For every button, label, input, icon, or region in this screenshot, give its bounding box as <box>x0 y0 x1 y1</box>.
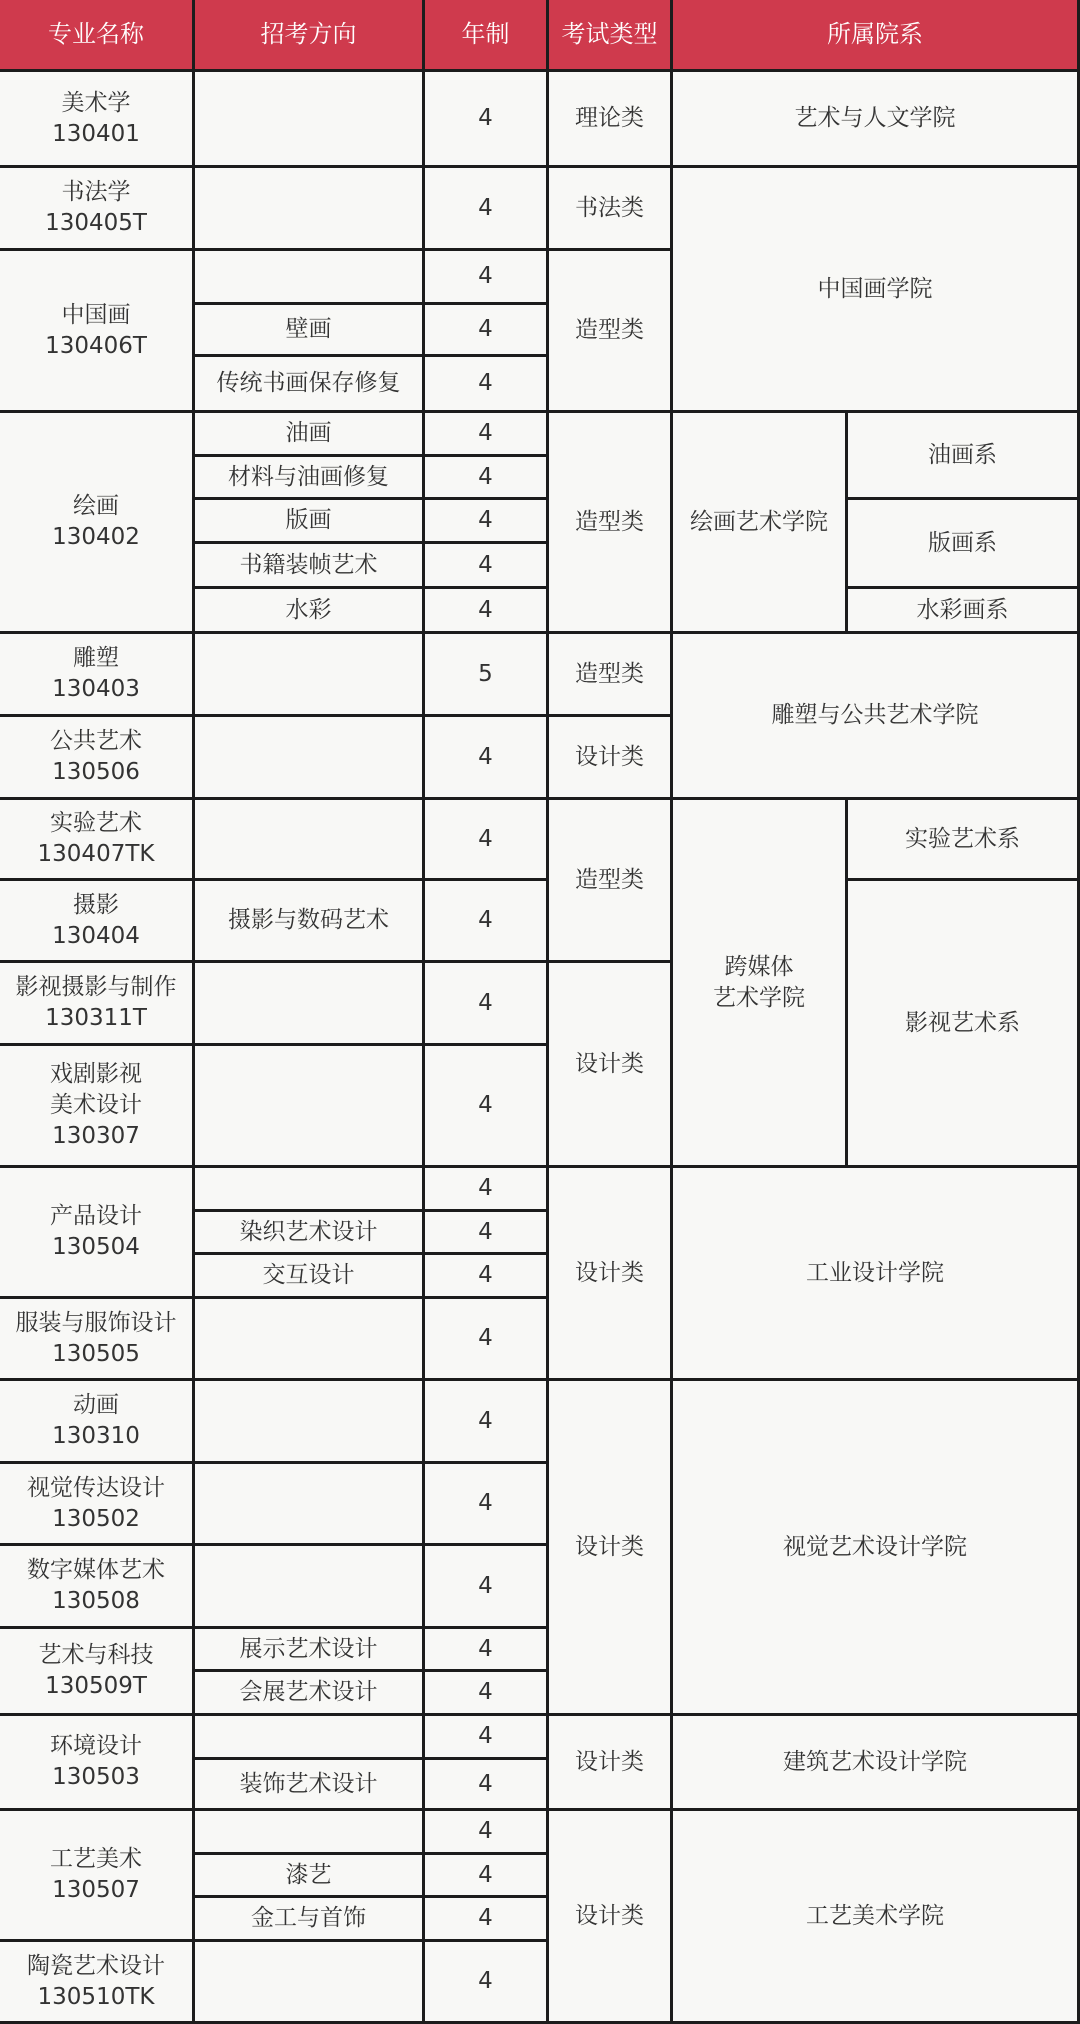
direction-cell <box>195 1811 425 1855</box>
years-cell: 4 <box>425 717 549 800</box>
college-cell: 绘画艺术学院 <box>673 413 848 634</box>
direction-cell: 传统书画保存修复 <box>195 357 425 413</box>
direction-cell: 油画 <box>195 413 425 457</box>
direction-cell: 会展艺术设计 <box>195 1672 425 1716</box>
years-cell: 4 <box>425 1046 549 1168</box>
exam-type-cell: 设计类 <box>549 1168 673 1381</box>
major-cell: 视觉传达设计 130502 <box>0 1464 195 1546</box>
direction-cell <box>195 1299 425 1381</box>
major-cell: 环境设计 130503 <box>0 1716 195 1811</box>
major-cell: 公共艺术 130506 <box>0 717 195 800</box>
direction-cell <box>195 1168 425 1212</box>
years-cell: 4 <box>425 1716 549 1760</box>
years-cell: 4 <box>425 1464 549 1546</box>
header-years: 年制 <box>425 0 549 72</box>
years-cell: 4 <box>425 1299 549 1381</box>
years-cell: 4 <box>425 357 549 413</box>
direction-cell: 材料与油画修复 <box>195 457 425 500</box>
direction-cell: 展示艺术设计 <box>195 1629 425 1672</box>
direction-cell <box>195 1046 425 1168</box>
exam-type-cell: 设计类 <box>549 1381 673 1716</box>
college-cell: 艺术与人文学院 <box>673 72 1080 168</box>
major-cell: 中国画 130406T <box>0 251 195 413</box>
direction-cell: 交互设计 <box>195 1255 425 1299</box>
major-cell: 艺术与科技 130509T <box>0 1629 195 1716</box>
exam-type-cell: 造型类 <box>549 634 673 717</box>
direction-cell <box>195 963 425 1046</box>
college-cell: 工业设计学院 <box>673 1168 1080 1381</box>
years-cell: 4 <box>425 251 549 305</box>
exam-type-cell: 设计类 <box>549 1811 673 2024</box>
direction-cell: 壁画 <box>195 305 425 357</box>
years-cell: 4 <box>425 1629 549 1672</box>
major-cell: 摄影 130404 <box>0 881 195 963</box>
department-cell: 水彩画系 <box>848 589 1080 634</box>
direction-cell <box>195 634 425 717</box>
direction-cell <box>195 800 425 881</box>
years-cell: 4 <box>425 963 549 1046</box>
direction-cell <box>195 1716 425 1760</box>
department-cell: 油画系 <box>848 413 1080 500</box>
years-cell: 4 <box>425 544 549 589</box>
major-cell: 书法学 130405T <box>0 168 195 251</box>
direction-cell <box>195 168 425 251</box>
college-cell: 雕塑与公共艺术学院 <box>673 634 1080 800</box>
direction-cell: 版画 <box>195 500 425 544</box>
direction-cell <box>195 1546 425 1629</box>
exam-type-cell: 设计类 <box>549 963 673 1168</box>
major-cell: 工艺美术 130507 <box>0 1811 195 1942</box>
direction-cell <box>195 72 425 168</box>
years-cell: 4 <box>425 589 549 634</box>
years-cell: 4 <box>425 881 549 963</box>
years-cell: 4 <box>425 500 549 544</box>
years-cell: 4 <box>425 457 549 500</box>
exam-type-cell: 造型类 <box>549 251 673 413</box>
direction-cell: 染织艺术设计 <box>195 1212 425 1255</box>
exam-type-cell: 设计类 <box>549 1716 673 1811</box>
years-cell: 4 <box>425 1898 549 1942</box>
college-cell: 跨媒体 艺术学院 <box>673 800 848 1168</box>
years-cell: 4 <box>425 305 549 357</box>
years-cell: 4 <box>425 1811 549 1855</box>
header-exam-type: 考试类型 <box>549 0 673 72</box>
years-cell: 5 <box>425 634 549 717</box>
years-cell: 4 <box>425 1672 549 1716</box>
direction-cell <box>195 1381 425 1464</box>
years-cell: 4 <box>425 1760 549 1811</box>
years-cell: 4 <box>425 413 549 457</box>
exam-type-cell: 造型类 <box>549 413 673 634</box>
exam-type-cell: 书法类 <box>549 168 673 251</box>
major-cell: 美术学 130401 <box>0 72 195 168</box>
exam-type-cell: 造型类 <box>549 800 673 963</box>
major-cell: 陶瓷艺术设计 130510TK <box>0 1942 195 2024</box>
major-cell: 实验艺术 130407TK <box>0 800 195 881</box>
years-cell: 4 <box>425 168 549 251</box>
college-cell: 中国画学院 <box>673 168 1080 413</box>
department-cell: 影视艺术系 <box>848 881 1080 1168</box>
major-cell: 服装与服饰设计 130505 <box>0 1299 195 1381</box>
direction-cell: 书籍装帧艺术 <box>195 544 425 589</box>
direction-cell: 漆艺 <box>195 1855 425 1898</box>
years-cell: 4 <box>425 1168 549 1212</box>
years-cell: 4 <box>425 1381 549 1464</box>
department-cell: 实验艺术系 <box>848 800 1080 881</box>
years-cell: 4 <box>425 800 549 881</box>
years-cell: 4 <box>425 1855 549 1898</box>
major-cell: 影视摄影与制作 130311T <box>0 963 195 1046</box>
header-college: 所属院系 <box>673 0 1080 72</box>
years-cell: 4 <box>425 1212 549 1255</box>
college-cell: 工艺美术学院 <box>673 1811 1080 2024</box>
major-cell: 动画 130310 <box>0 1381 195 1464</box>
years-cell: 4 <box>425 1255 549 1299</box>
direction-cell <box>195 1464 425 1546</box>
department-cell: 版画系 <box>848 500 1080 589</box>
years-cell: 4 <box>425 72 549 168</box>
major-cell: 绘画 130402 <box>0 413 195 634</box>
header-direction: 招考方向 <box>195 0 425 72</box>
exam-type-cell: 理论类 <box>549 72 673 168</box>
direction-cell <box>195 717 425 800</box>
major-cell: 雕塑 130403 <box>0 634 195 717</box>
major-cell: 产品设计 130504 <box>0 1168 195 1299</box>
direction-cell <box>195 1942 425 2024</box>
exam-type-cell: 设计类 <box>549 717 673 800</box>
college-cell: 视觉艺术设计学院 <box>673 1381 1080 1716</box>
header-major: 专业名称 <box>0 0 195 72</box>
major-cell: 戏剧影视 美术设计 130307 <box>0 1046 195 1168</box>
years-cell: 4 <box>425 1942 549 2024</box>
direction-cell: 装饰艺术设计 <box>195 1760 425 1811</box>
direction-cell: 水彩 <box>195 589 425 634</box>
years-cell: 4 <box>425 1546 549 1629</box>
major-cell: 数字媒体艺术 130508 <box>0 1546 195 1629</box>
direction-cell: 金工与首饰 <box>195 1898 425 1942</box>
direction-cell <box>195 251 425 305</box>
college-cell: 建筑艺术设计学院 <box>673 1716 1080 1811</box>
direction-cell: 摄影与数码艺术 <box>195 881 425 963</box>
